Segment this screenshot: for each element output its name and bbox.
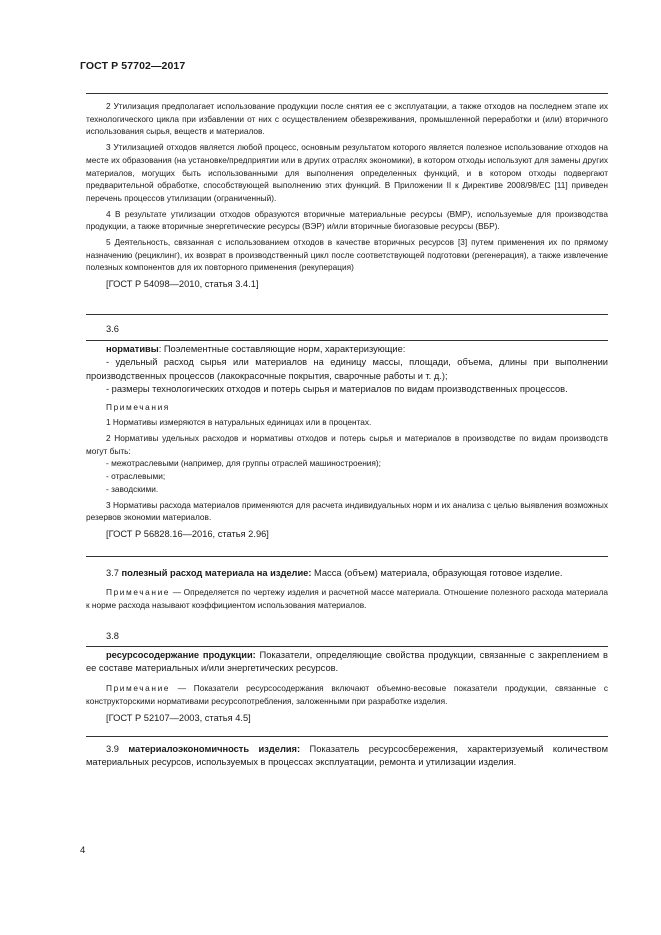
section-3-6	[86, 343, 608, 541]
section-number-3-8: 3.8	[106, 631, 119, 641]
term-normatives	[86, 343, 608, 356]
list-item: - заводскими.	[106, 483, 159, 494]
note-2: 2 Нормативы удельных расходов и нормативы отходов и потерь сырья и материалов в производстве по видам производств могут быть:	[86, 433, 608, 456]
reference-54098: [ГОСТ Р 54098—2010, статья 3.4.1]	[106, 279, 259, 290]
note-label: Примечание	[106, 682, 171, 693]
term-definition: Показатель ресурсосбережения, характеризуемый количеством материальных ресурсов, используемых в процессах эксплуатации, ремонта и утилизации изделия.	[86, 744, 608, 768]
list-item: - размеры технологических отходов и потерь сырья и материалов по видам производственных процессов.	[106, 384, 568, 395]
term-definition: Масса (объем) материала, образующая готовое изделие.	[311, 568, 563, 578]
note-3: 3 Утилизацией отходов является любой процесс, основным результатом которого является полезное использование отходов на месте их образования (на установке/предприятии или в других отраслях экономики), в котором отходы используют для замены других материалов, могущих быть использованными для выполнения определенных функций, и в котором отходы подвергают предварительной обработке, способствующей выполнению этих функций. В Приложении II к Директиве 2008/98/ЕС [11] приведен перечень процессов утилизации (ограниченный).	[86, 142, 608, 203]
list-item: - удельный расход сырья или материалов на единицу массы, площади, объема, длины при выполнении производственных процессов (лакокрасочные покрытия, сварочные работы и т. д.);	[86, 357, 608, 381]
document-code-header: ГОСТ Р 57702—2017	[80, 60, 186, 72]
section-3-9	[86, 743, 608, 770]
section-3-8	[86, 649, 608, 725]
page-number: 4	[80, 845, 86, 856]
note-text: — Определяется по чертежу изделия и расчетной массе материала. Отношение полезного расхода материала к норме расхода называют коэффициентом использования материалов.	[86, 587, 608, 611]
utilization-notes	[86, 100, 608, 291]
note-1: 1 Нормативы измеряются в натуральных единицах или в процентах.	[106, 417, 372, 428]
section-number-3-6: 3.6	[106, 324, 119, 334]
note-3: 3 Нормативы расхода материалов применяются для расчета индивидуальных норм и их анализа с целью выявления возможных резервов экономии материалов.	[86, 499, 608, 523]
note-3-7	[86, 586, 608, 611]
note-label: Примечание	[106, 587, 171, 598]
term-label: материалоэкономичность изделия:	[128, 744, 301, 754]
note-4: 4 В результате утилизации отходов образуются вторичные материальные ресурсы (ВМР), используемые для производства продукции, а также вторичные энергетические ресурсы (ВЭР) и/или вторичные биогазовые ресурсы (ВБР).	[86, 208, 608, 232]
term-resource-content	[86, 649, 608, 676]
term-label: нормативы	[106, 344, 159, 354]
term-label: полезный расход материала на изделие:	[121, 568, 312, 578]
note-text: — Показатели ресурсосодержания включают объемно-весовые показатели продукции, связанные с конструкторскими нормативами ресурсопотребления, заложенными при разработке изделия.	[86, 682, 608, 706]
term-definition: Показатели, определяющие свойства продукции, связанные с закреплением в ее составе материальных и/или энергетических ресурсов.	[86, 650, 608, 674]
note-3-8	[86, 682, 608, 707]
reference-52107: [ГОСТ Р 52107—2003, статья 4.5]	[106, 713, 251, 724]
section-3-7	[86, 567, 608, 612]
term-material-efficiency	[86, 743, 608, 770]
term-label: ресурсосодержание продукции:	[106, 650, 256, 660]
list-item: - межотраслевыми (например, для группы отраслей машиностроения);	[106, 458, 381, 469]
note-2: 2 Утилизация предполагает использование продукции после снятия ее с эксплуатации, а также отходов на последнем этапе их технологического цикла при избавлении от них с осуществлением обезвреживания, промышленной переработки и (или) вторичного использования сырья, веществ и материалов.	[86, 101, 608, 137]
section-number-3-7: 3.7	[106, 568, 119, 578]
list-item: - отраслевыми;	[106, 471, 166, 482]
reference-56828: [ГОСТ Р 56828.16—2016, статья 2.96]	[106, 528, 269, 539]
note-5: 5 Деятельность, связанная с использованием отходов в качестве вторичных ресурсов [3] путем применения их по прямому назначению (рециклинг), их возврат в производственный цикл после соответствующей подготовки (регенерация), а также извлечение полезных компонентов для их повторного применения (рекуперация)	[86, 237, 608, 273]
term-useful-consumption	[86, 567, 608, 580]
section-number-3-9: 3.9	[106, 744, 119, 754]
term-definition: : Поэлементные составляющие норм, характеризующие:	[158, 344, 406, 354]
notes-title: Примечания	[106, 401, 170, 412]
